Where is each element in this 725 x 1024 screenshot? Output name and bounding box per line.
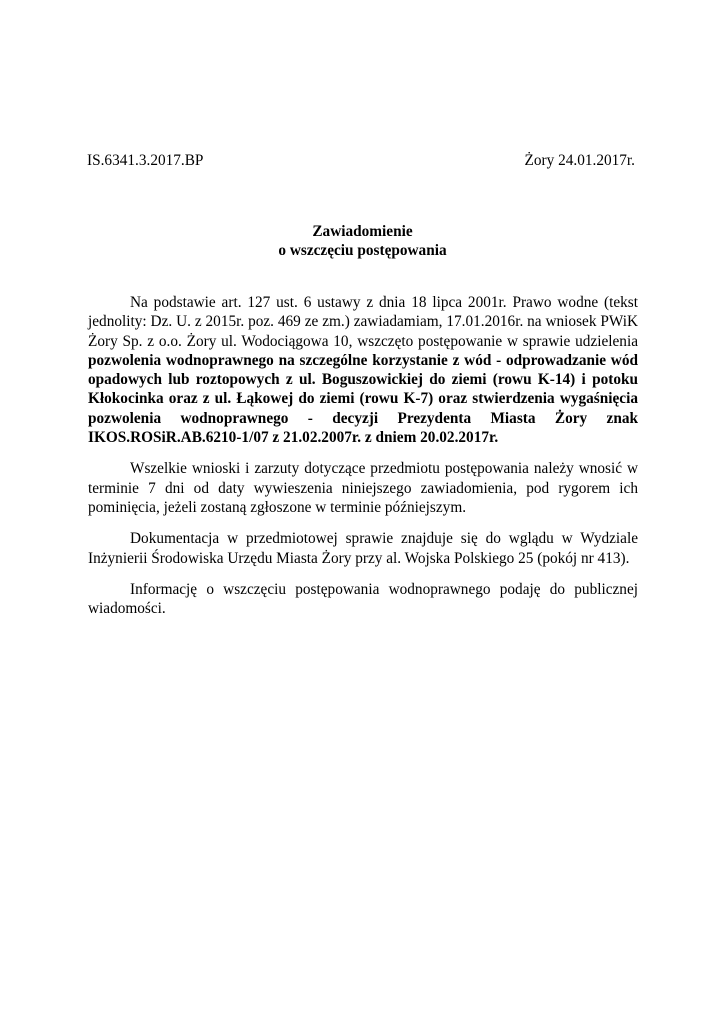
paragraph-1-bold-subject: pozwolenia wodnoprawnego na szczególne korzystanie z wód - odprowadzanie wód opadowych lub roztopowych z ul. Boguszowickiej do ziemi (rowu K-14) i potoku Kłokocinka oraz z ul. Łąkowej do ziemi (rowu K-7) oraz stwierdzenia wygaśnięcia pozwolenia wodnoprawnego - decyzji Prezydenta Miasta Żory znak IKOS.ROSiR.AB.6210-1/07 z 21.02.2007r. z dniem 20.02.2017r.: [88, 351, 638, 447]
title-line-1: Zawiadomienie: [312, 223, 413, 240]
paragraph-1-intro: Na podstawie art. 127 ust. 6 ustawy z dnia 18 lipca 2001r. Prawo wodne (tekst jednolity: Dz. U. z 2015r. poz. 469 ze zm.) zawiadamiam, 17.01.2016r. na wniosek PWiK Żory Sp. z o.o. Żory ul. Wodociągowa 10, wszczęto postępowanie w sprawie udzielenia: [88, 294, 638, 350]
reference-number: IS.6341.3.2017.BP: [87, 152, 204, 169]
paragraph-3: Dokumentacja w przedmiotowej sprawie znajduje się do wglądu w Wydziale Inżynierii Środowiska Urzędu Miasta Żory przy al. Wojska Polskiego 25 (pokój nr 413).: [88, 530, 638, 567]
place-and-date: Żory 24.01.2017r.: [524, 152, 635, 169]
document-header: [87, 151, 635, 171]
document-body: [88, 293, 638, 618]
paragraph-4: Informację o wszczęciu postępowania wodnoprawnego podaję do publicznej wiadomości.: [88, 580, 638, 618]
document-title: [0, 222, 725, 260]
title-line-2: o wszczęciu postępowania: [278, 242, 447, 259]
paragraph-2: Wszelkie wnioski i zarzuty dotyczące przedmiotu postępowania należy wnosić w terminie 7 dni od daty wywieszenia niniejszego zawiadomienia, pod rygorem ich pominięcia, jeżeli zostaną zgłoszone w terminie późniejszym.: [88, 460, 638, 516]
paragraph-1: [88, 293, 638, 447]
